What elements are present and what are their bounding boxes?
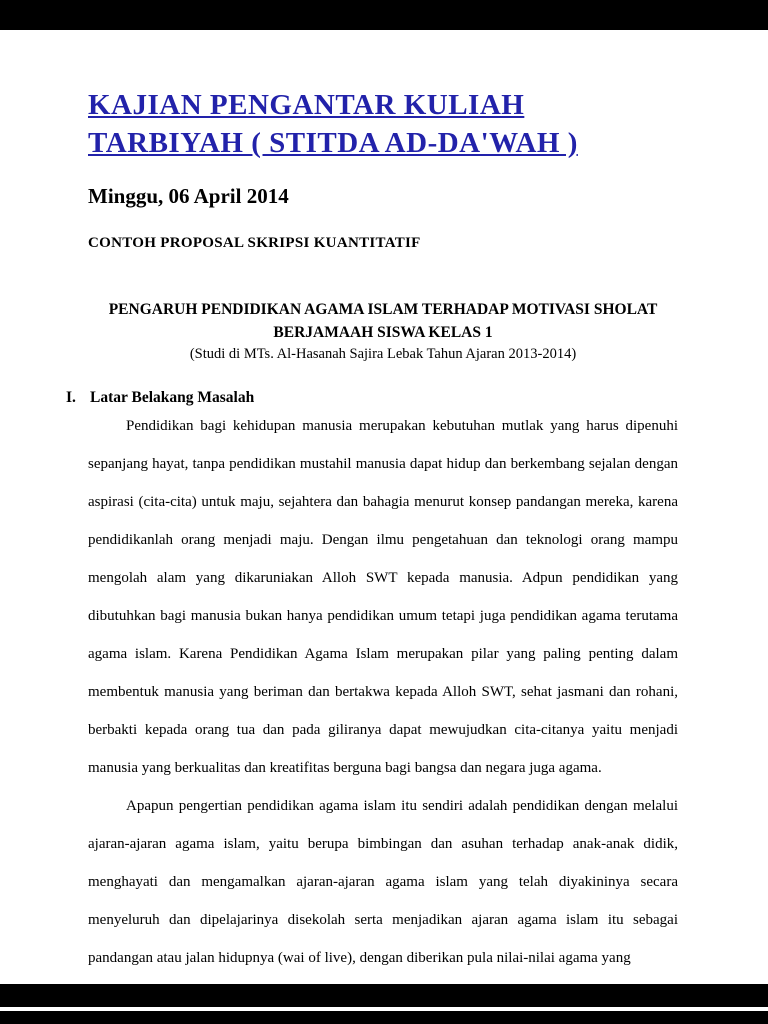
paragraph: Apapun pengertian pendidikan agama islam itu sendiri adalah pendidikan dengan melalui ajaran-ajaran agama islam, yaitu berupa bimbingan dan asuhan terhadap anak-anak didik, menghayati dan mengamalkan ajaran-ajaran agama islam yang telah diyakininya secara menyeluruh dan dipelajarinya disekolah serta menjadikan ajaran agama islam itu sebagai pandangan atau jalan hidupnya (wai of live), dengan diberikan pula nilai-nilai agama yang (88, 798, 678, 966)
paragraph: Pendidikan bagi kehidupan manusia merupakan kebutuhan mutlak yang harus dipenuhi sepanjang hayat, tanpa pendidikan mustahil manusia dapat hidup dan berkembang sejalan dengan aspirasi (cita-cita) untuk maju, sejahtera dan bahagia menurut konsep pandangan mereka, karena pendidikanlah orang menjadi maju. Dengan ilmu pengetahuan dan teknologi orang mampu mengolah alam yang dikaruniakan Alloh SWT kepada manusia. Adpun pendidikan yang dibutuhkan bagi manusia bukan hanya pendidikan umum tetapi juga pendidikan agama terutama agama islam. Karena Pendidikan Agama Islam merupakan pilar yang paling penting dalam membentuk manusia yang beriman dan bertakwa kepada Alloh SWT, sehat jasmani dan rohani, berbakti kepada orang tua dan pada giliranya dapat mewujudkan cita-citanya yaitu menjadi manusia yang berkualitas dan kreatifitas berguna bagi bangsa dan negara juga agama. (88, 418, 678, 776)
proposal-title: PENGARUH PENDIDIKAN AGAMA ISLAM TERHADAP MOTIVASI SHOLAT BERJAMAAH SISWA KELAS 1 (108, 301, 658, 341)
post-title-link[interactable]: KAJIAN PENGANTAR KULIAH TARBIYAH ( STITDA AD-DA'WAH ) (88, 89, 578, 159)
document-page (0, 30, 768, 984)
section-heading (66, 389, 678, 407)
body-text (88, 407, 678, 977)
post-date: Minggu, 06 April 2014 (88, 184, 289, 208)
letterbox-top (0, 0, 768, 30)
post-subheading: CONTOH PROPOSAL SKRIPSI KUANTITATIF (88, 235, 421, 251)
section-title: Latar Belakang Masalah (90, 389, 255, 406)
letterbox-bottom (0, 984, 768, 1024)
proposal-subtitle: (Studi di MTs. Al-Hasanah Sajira Lebak Tahun Ajaran 2013-2014) (189, 346, 577, 362)
section-number: I. (66, 389, 76, 406)
bottom-white-line (0, 1007, 768, 1011)
